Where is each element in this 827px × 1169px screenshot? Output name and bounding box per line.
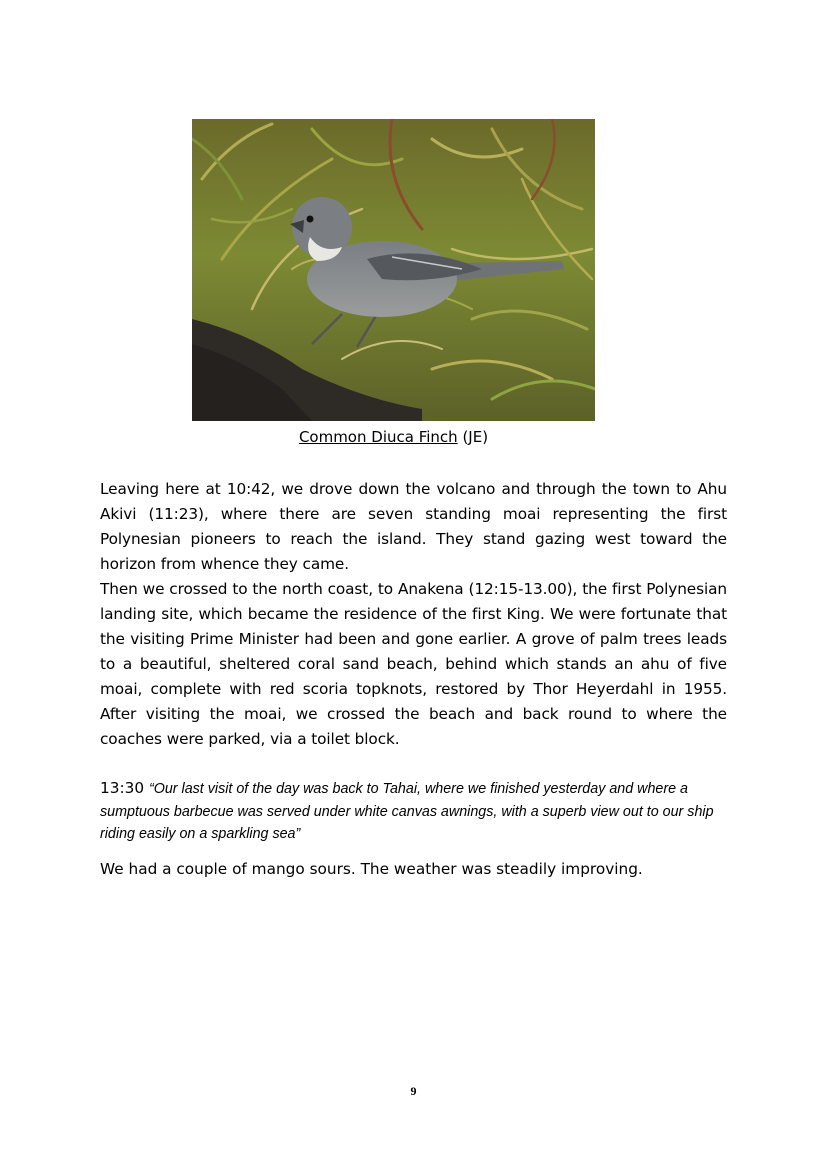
narrative-text bbox=[100, 477, 727, 752]
quote-text: “Our last visit of the day was back to Tahai, where we finished yesterday and where a sumptuous barbecue was served under white canvas awnings, with a superb view out to our ship riding easily on a sparkling sea” bbox=[100, 781, 714, 842]
diuca-finch-illustration bbox=[192, 119, 595, 421]
caption-species: Common Diuca Finch bbox=[298, 428, 458, 446]
closing-sentence: We had a couple of mango sours. The weather was steadily improving. bbox=[100, 860, 643, 878]
bird-photo bbox=[192, 119, 595, 421]
paragraph: Then we crossed to the north coast, to Anakena (12:15-13.00), the first Polynesian landing site, which became the residence of the first King. We were fortunate that the visiting Prime Minister had been and gone earlier. A grove of palm trees leads to a beautiful, sheltered coral sand beach, behind which stands an ahu of five moai, complete with red scoria topknots, restored by Thor Heyerdahl in 1955. After visiting the moai, we crossed the beach and back round to where the coaches were parked, via a toilet block. bbox=[100, 580, 727, 748]
quote-block bbox=[100, 777, 727, 846]
paragraph: Leaving here at 10:42, we drove down the volcano and through the town to Ahu Akivi (11:23), where there are seven standing moai representing the first Polynesian pioneers to reach the island. They stand gazing west toward the horizon from whence they came. bbox=[100, 480, 727, 573]
page-number: 9 bbox=[410, 1084, 417, 1098]
quote-time: 13:30 bbox=[100, 779, 149, 797]
caption-credit: (JE) bbox=[457, 428, 489, 446]
photo-caption bbox=[192, 427, 595, 447]
